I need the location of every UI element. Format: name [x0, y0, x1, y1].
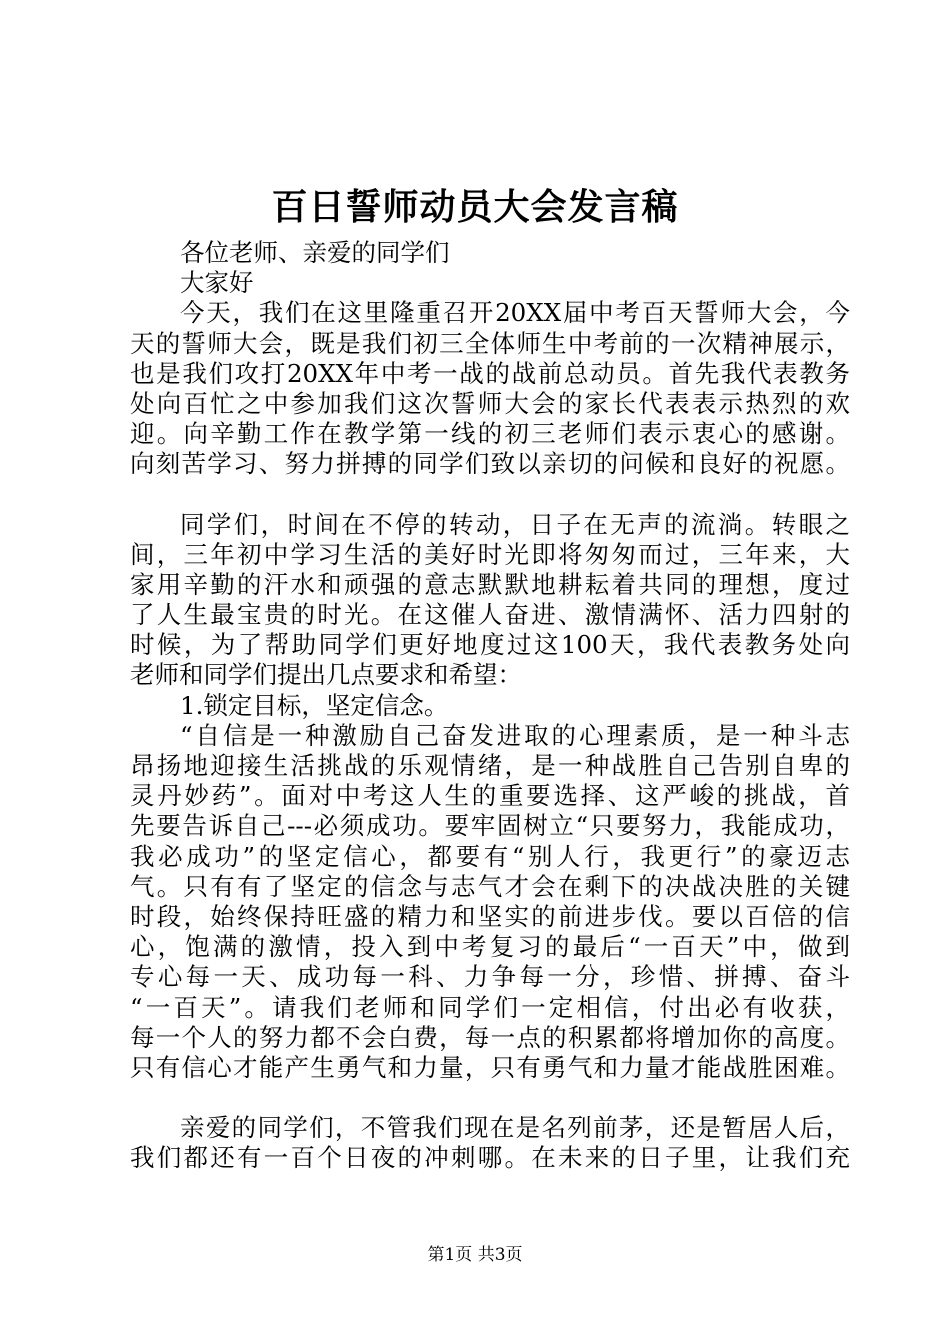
- salutation-line: 各位老师、亲爱的同学们: [180, 238, 450, 267]
- paragraph-line: 先要告诉自己---必须成功。要牢固树立“只要努力，我能成功，: [130, 811, 850, 841]
- paragraph-line: 我必成功”的坚定信心，都要有“别人行，我更行”的豪迈志: [130, 841, 850, 871]
- paragraph-line: 家用辛勤的汗水和顽强的意志默默地耕耘着共同的理想，度过: [130, 569, 850, 599]
- paragraph-line: 时候，为了帮助同学们更好地度过这100天，我代表教务处向: [130, 630, 850, 660]
- paragraph-line: “自信是一种激励自己奋发进取的心理素质，是一种斗志: [180, 720, 850, 750]
- paragraph-line: 只有信心才能产生勇气和力量，只有勇气和力量才能战胜困难。: [130, 1052, 850, 1082]
- paragraph-line: “一百天”。请我们老师和同学们一定相信，付出必有收获，: [130, 992, 850, 1022]
- paragraph-line: 也是我们攻打20XX年中考一战的战前总动员。首先我代表教务: [130, 358, 850, 388]
- paragraph-line: 间，三年初中学习生活的美好时光即将匆匆而过，三年来，大: [130, 539, 850, 569]
- document-body: [130, 238, 850, 1173]
- paragraph-line: 老师和同学们提出几点要求和希望：: [130, 660, 522, 690]
- paragraph-line: 天的誓师大会，既是我们初三全体师生中考前的一次精神展示，: [130, 328, 850, 358]
- page-footer: 第1页 共3页: [427, 1245, 523, 1265]
- paragraph-line: 时段，始终保持旺盛的精力和坚实的前进步伐。要以百倍的信: [130, 901, 850, 931]
- paragraph-line: 向刻苦学习、努力拼搏的同学们致以亲切的问候和良好的祝愿。: [130, 449, 850, 479]
- paragraph-line: 我们都还有一百个日夜的冲刺哪。在未来的日子里，让我们充: [130, 1143, 850, 1173]
- paragraph-line: 灵丹妙药”。面对中考这人生的重要选择、这严峻的挑战，首: [130, 781, 850, 811]
- paragraph-gap: [130, 480, 850, 510]
- paragraph-gap: [130, 1083, 850, 1113]
- greeting-line: 大家好: [180, 268, 254, 298]
- paragraph-line: 今天，我们在这里隆重召开20XX届中考百天誓师大会，今: [180, 298, 850, 328]
- paragraph-line: 同学们，时间在不停的转动，日子在无声的流淌。转眼之: [180, 509, 850, 539]
- paragraph-line: 昂扬地迎接生活挑战的乐观情绪，是一种战胜自己告别自卑的: [130, 751, 850, 780]
- paragraph-line: 专心每一天、成功每一科、力争每一分，珍惜、拼搏、奋斗: [130, 962, 850, 992]
- paragraph-line: 迎。向辛勤工作在教学第一线的初三老师们表示衷心的感谢。: [130, 419, 850, 449]
- section-heading: 1.锁定目标，坚定信念。: [180, 690, 449, 720]
- paragraph-line: 了人生最宝贵的时光。在这催人奋进、激情满怀、活力四射的: [130, 600, 850, 630]
- document-title: 百日誓师动员大会发言稿: [271, 186, 679, 228]
- paragraph-line: 亲爱的同学们，不管我们现在是名列前茅，还是暂居人后，: [180, 1113, 850, 1143]
- paragraph-line: 处向百忙之中参加我们这次誓师大会的家长代表表示热烈的欢: [130, 388, 850, 418]
- paragraph-line: 心，饱满的激情，投入到中考复习的最后“一百天”中，做到: [130, 932, 850, 962]
- paragraph-line: 每一个人的努力都不会白费，每一点的积累都将增加你的高度。: [130, 1022, 850, 1052]
- paragraph-line: 气。只有有了坚定的信念与志气才会在剩下的决战决胜的关键: [130, 871, 850, 901]
